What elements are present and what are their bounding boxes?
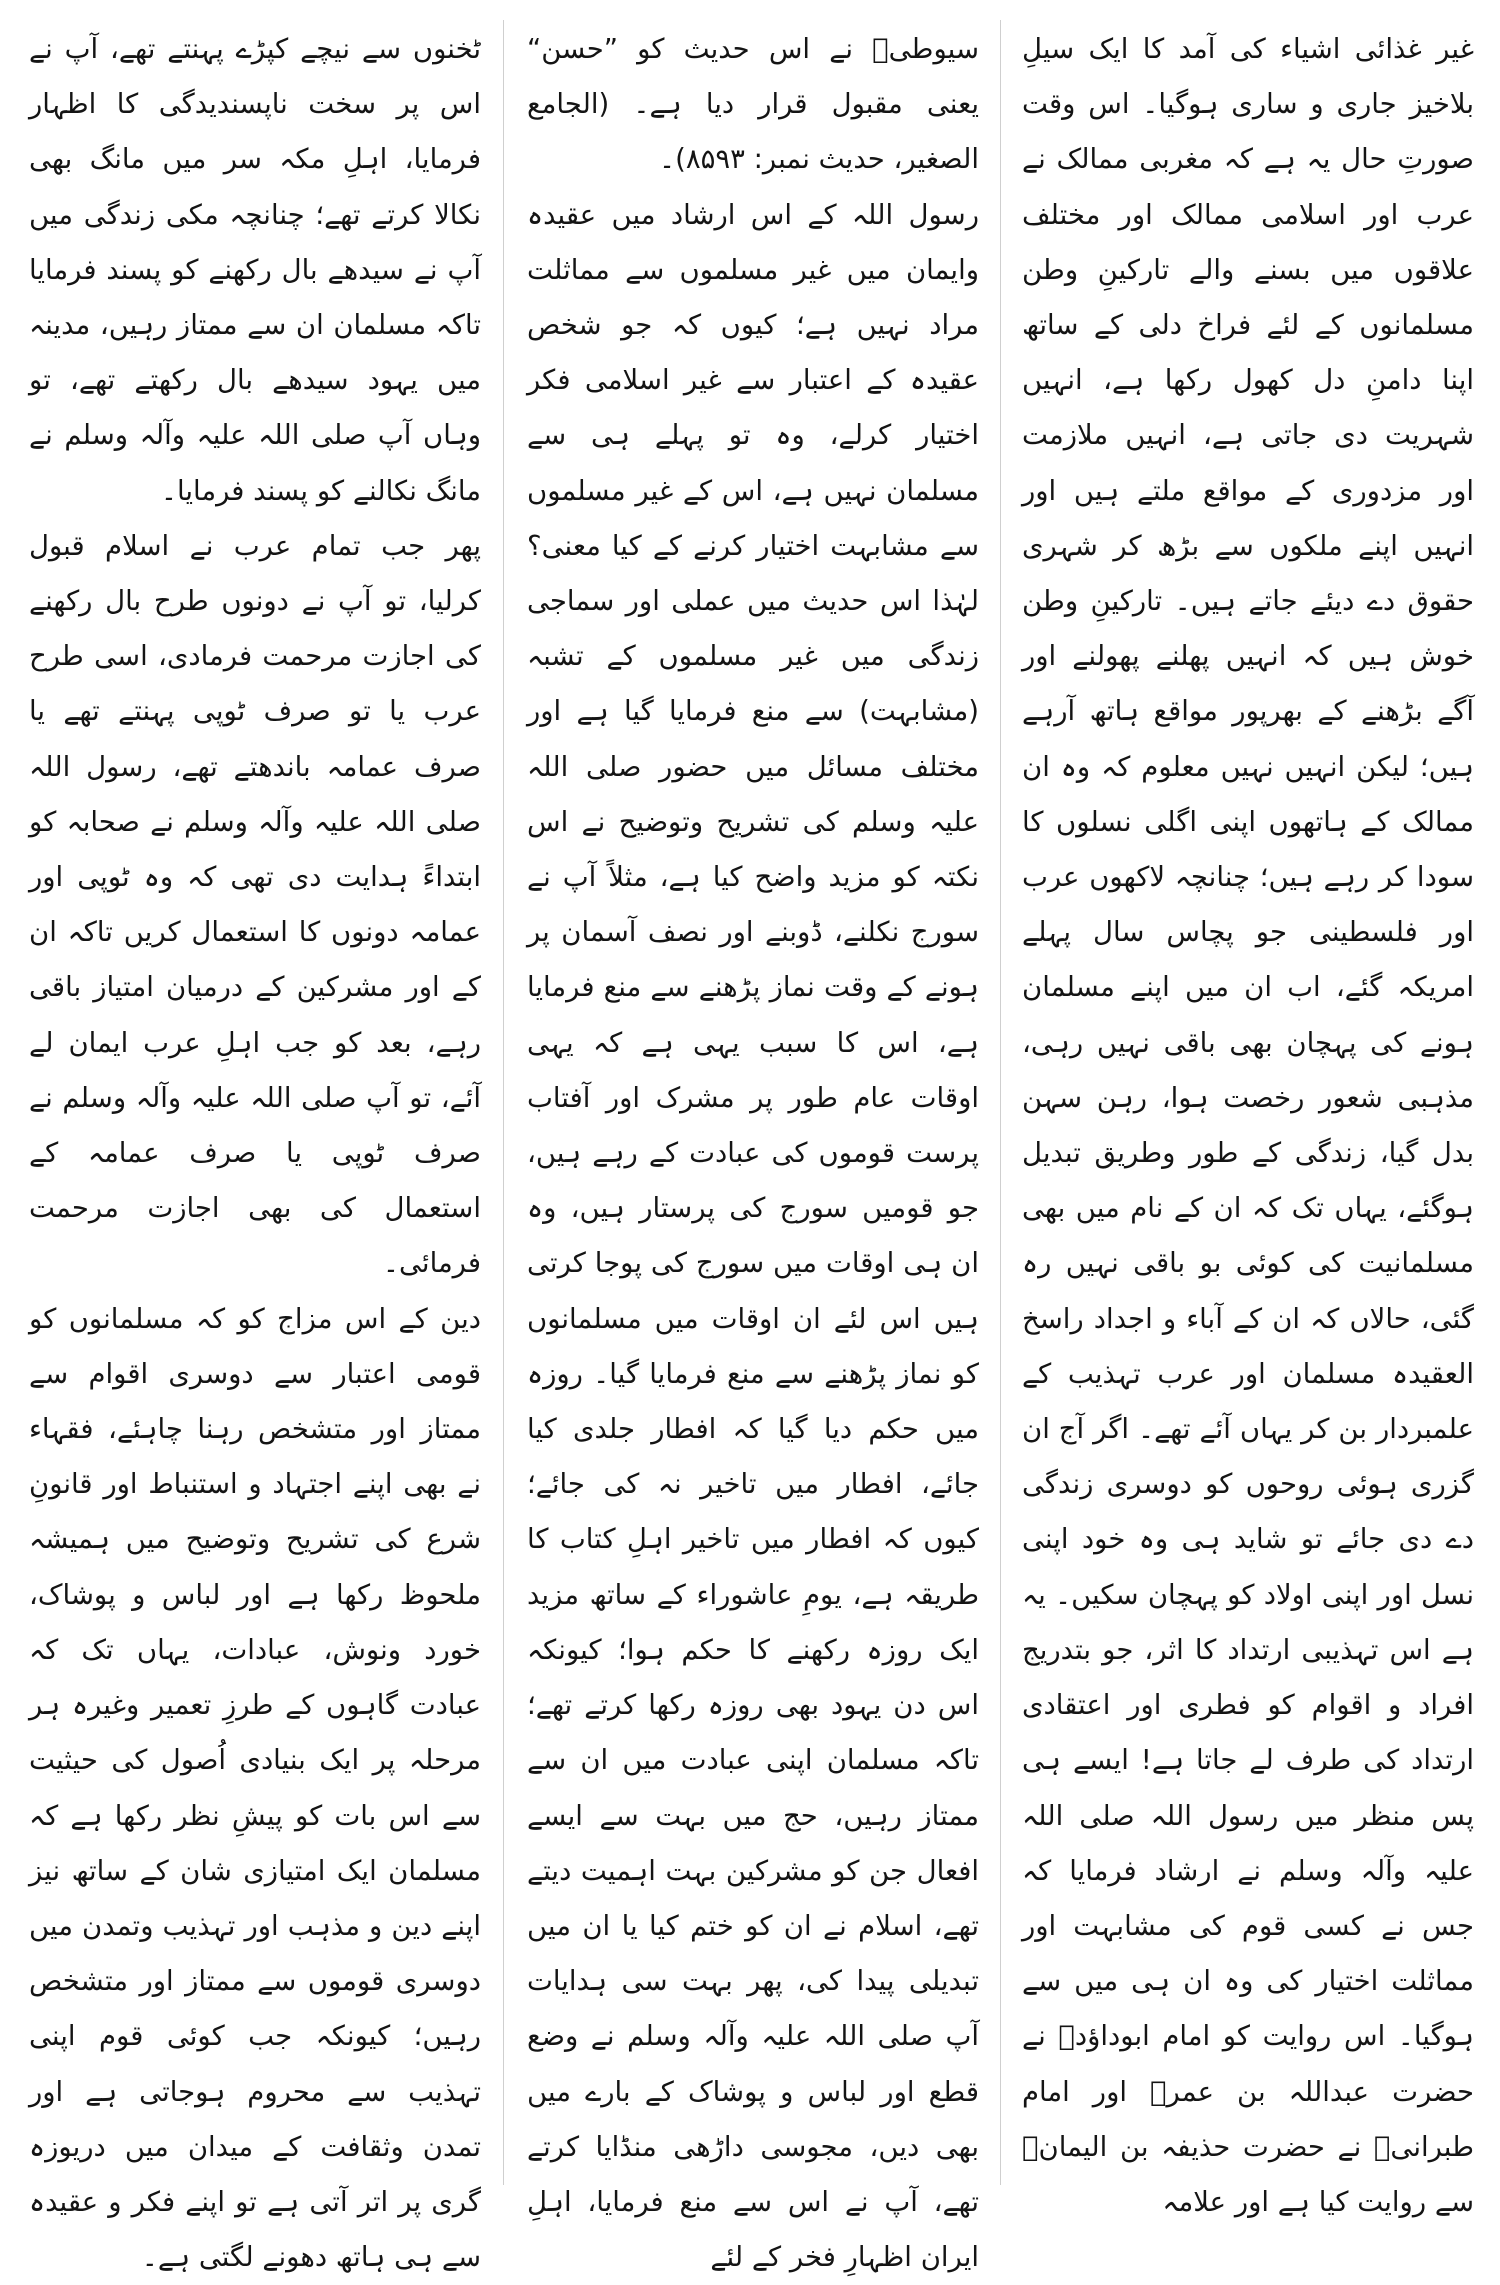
column-divider [1000, 20, 1001, 2185]
paragraph: سیوطیؒ نے اس حدیث کو ”حسن“ یعنی مقبول قرار دیا ہے۔ (الجامع الصغیر، حدیث نمبر: ۸۵۹۳)۔ [527, 33, 979, 176]
article-column-right [1022, 22, 1474, 2218]
article-column-middle [527, 22, 979, 2274]
article-column-left [29, 22, 481, 2274]
paragraph: ٹخنوں سے نیچے کپڑے پہنتے تھے، آپ نے اس پر سخت ناپسندیدگی کا اظہار فرمایا، اہلِ مکہ سر میں مانگ بھی نکالا کرتے تھے؛ چنانچہ مکی زندگی میں آپ نے سیدھے بال رکھنے کو پسند فرمایا تاکہ مسلمان ان سے ممتاز رہیں، مدینہ میں یہود سیدھے بال رکھتے تھے، تو وہاں آپ صلی اللہ علیہ وآلہ وسلم نے مانگ نکالنے کو پسند فرمایا۔ [29, 33, 481, 507]
paragraph: دین کے اس مزاج کو کہ مسلمانوں کو قومی اعتبار سے دوسری اقوام سے ممتاز اور متشخص رہنا چاہئے، فقہاء نے بھی اپنے اجتہاد و استنباط اور قانونِ شرع کی تشریح وتوضیح میں ہمیشہ ملحوظ رکھا ہے اور لباس و پوشاک، خورد ونوش، عبادات، یہاں تک کہ عبادت گاہوں کے طرزِ تعمیر وغیرہ ہر مرحلہ پر ایک بنیادی اُصول کی حیثیت سے اس بات کو پیشِ نظر رکھا ہے کہ مسلمان ایک امتیازی شان کے ساتھ نیز اپنے دین و مذہب اور تہذیب وتمدن میں دوسری قوموں سے ممتاز اور متشخص رہیں؛ کیونکہ جب کوئی قوم اپنی تہذیب سے محروم ہوجاتی ہے اور تمدن وثقافت کے میدان میں دریوزہ گری پر اتر آتی ہے تو اپنے فکر و عقیدہ سے ہی ہاتھ دھونے لگتی ہے۔ [29, 1302, 481, 2274]
paragraph: رسول اللہ کے اس ارشاد میں عقیدہ وایمان میں غیر مسلموں سے مماثلت مراد نہیں ہے؛ کیوں کہ جو شخص عقیدہ کے اعتبار سے غیر اسلامی فکر اختیار کرلے، وہ تو پہلے ہی سے مسلمان نہیں ہے، اس کے غیر مسلموں سے مشابہت اختیار کرنے کے کیا معنی؟ لہٰذا اس حدیث میں عملی اور سماجی زندگی میں غیر مسلموں کے تشبہ (مشابہت) سے منع فرمایا گیا ہے اور مختلف مسائل میں حضور صلی اللہ علیہ وسلم کی تشریح وتوضیح نے اس نکتہ کو مزید واضح کیا ہے، مثلاً آپ نے سورج نکلنے، ڈوبنے اور نصف آسمان پر ہونے کے وقت نماز پڑھنے سے منع فرمایا ہے، اس کا سبب یہی ہے کہ یہی اوقات عام طور پر مشرک اور آفتاب پرست قوموں کی عبادت کے رہے ہیں، جو قومیں سورج کی پرستار ہیں، وہ ان ہی اوقات میں سورج کی پوجا کرتی ہیں اس لئے ان اوقات میں مسلمانوں کو نماز پڑھنے سے منع فرمایا گیا۔ روزہ میں حکم دیا گیا کہ افطار جلدی کیا جائے، افطار میں تاخیر نہ کی جائے؛ کیوں کہ افطار میں تاخیر اہلِ کتاب کا طریقہ ہے، یومِ عاشوراء کے ساتھ مزید ایک روزہ رکھنے کا حکم ہوا؛ کیونکہ اس دن یہود بھی روزہ رکھا کرتے تھے؛ تاکہ مسلمان اپنی عبادت میں ان سے ممتاز رہیں، حج میں بہت سے ایسے افعال جن کو مشرکین بہت اہمیت دیتے تھے، اسلام نے ان کو ختم کیا یا ان میں تبدیلی پیدا کی، پھر بہت سی ہدایات آپ صلی اللہ علیہ وآلہ وسلم نے وضع قطع اور لباس و پوشاک کے بارے میں بھی دیں، مجوسی داڑھی منڈایا کرتے تھے، آپ نے اس سے منع فرمایا، اہلِ ایران اظہارِ فخر کے لئے [527, 198, 979, 2274]
column-divider [503, 20, 504, 2185]
paragraph: غیر غذائی اشیاء کی آمد کا ایک سیلِ بلاخیز جاری و ساری ہوگیا۔ اس وقت صورتِ حال یہ ہے کہ مغربی ممالک نے عرب اور اسلامی ممالک اور مختلف علاقوں میں بسنے والے تارکینِ وطن مسلمانوں کے لئے فراخ دلی کے ساتھ اپنا دامنِ دل کھول رکھا ہے، انہیں شہریت دی جاتی ہے، انہیں ملازمت اور مزدوری کے مواقع ملتے ہیں اور انہیں اپنے ملکوں سے بڑھ کر شہری حقوق دے دیئے جاتے ہیں۔ تارکینِ وطن خوش ہیں کہ انہیں پھلنے پھولنے اور آگے بڑھنے کے بھرپور مواقع ہاتھ آرہے ہیں؛ لیکن انہیں نہیں معلوم کہ وہ ان ممالک کے ہاتھوں اپنی اگلی نسلوں کا سودا کر رہے ہیں؛ چنانچہ لاکھوں عرب اور فلسطینی جو پچاس سال پہلے امریکہ گئے، اب ان میں اپنے مسلمان ہونے کی پہچان بھی باقی نہیں رہی، مذہبی شعور رخصت ہوا، رہن سہن بدل گیا، زندگی کے طور وطریق تبدیل ہوگئے، یہاں تک کہ ان کے نام میں بھی مسلمانیت کی کوئی بو باقی نہیں رہ گئی، حالاں کہ ان کے آباء و اجداد راسخ العقیدہ مسلمان اور عرب تہذیب کے علمبردار بن کر یہاں آئے تھے۔ اگر آج ان گزری ہوئی روحوں کو دوسری زندگی دے دی جائے تو شاید ہی وہ خود اپنی نسل اور اپنی اولاد کو پہچان سکیں۔ یہ ہے اس تہذیبی ارتداد کا اثر، جو بتدریج افراد و اقوام کو فطری اور اعتقادی ارتداد کی طرف لے جاتا ہے! ایسے ہی پس منظر میں رسول اللہ صلی اللہ علیہ وآلہ وسلم نے ارشاد فرمایا کہ جس نے کسی قوم کی مشابہت اور مماثلت اختیار کی وہ ان ہی میں سے ہوگیا۔ اس روایت کو امام ابوداؤدؒ نے حضرت عبداللہ بن عمرؓ اور امام طبرانیؒ نے حضرت حذیفہ بن الیمانؓ سے روایت کیا ہے اور علامہ [1022, 33, 1474, 2218]
paragraph: پھر جب تمام عرب نے اسلام قبول کرلیا، تو آپ نے دونوں طرح بال رکھنے کی اجازت مرحمت فرمادی، اسی طرح عرب یا تو صرف ٹوپی پہنتے تھے یا صرف عمامہ باندھتے تھے، رسول اللہ صلی اللہ علیہ وآلہ وسلم نے صحابہ کو ابتداءً ہدایت دی تھی کہ وہ ٹوپی اور عمامہ دونوں کا استعمال کریں تاکہ ان کے اور مشرکین کے درمیان امتیاز باقی رہے، بعد کو جب اہلِ عرب ایمان لے آئے، تو آپ صلی اللہ علیہ وآلہ وسلم نے صرف ٹوپی یا صرف عمامہ کے استعمال کی بھی اجازت مرحمت فرمائی۔ [29, 529, 481, 1280]
